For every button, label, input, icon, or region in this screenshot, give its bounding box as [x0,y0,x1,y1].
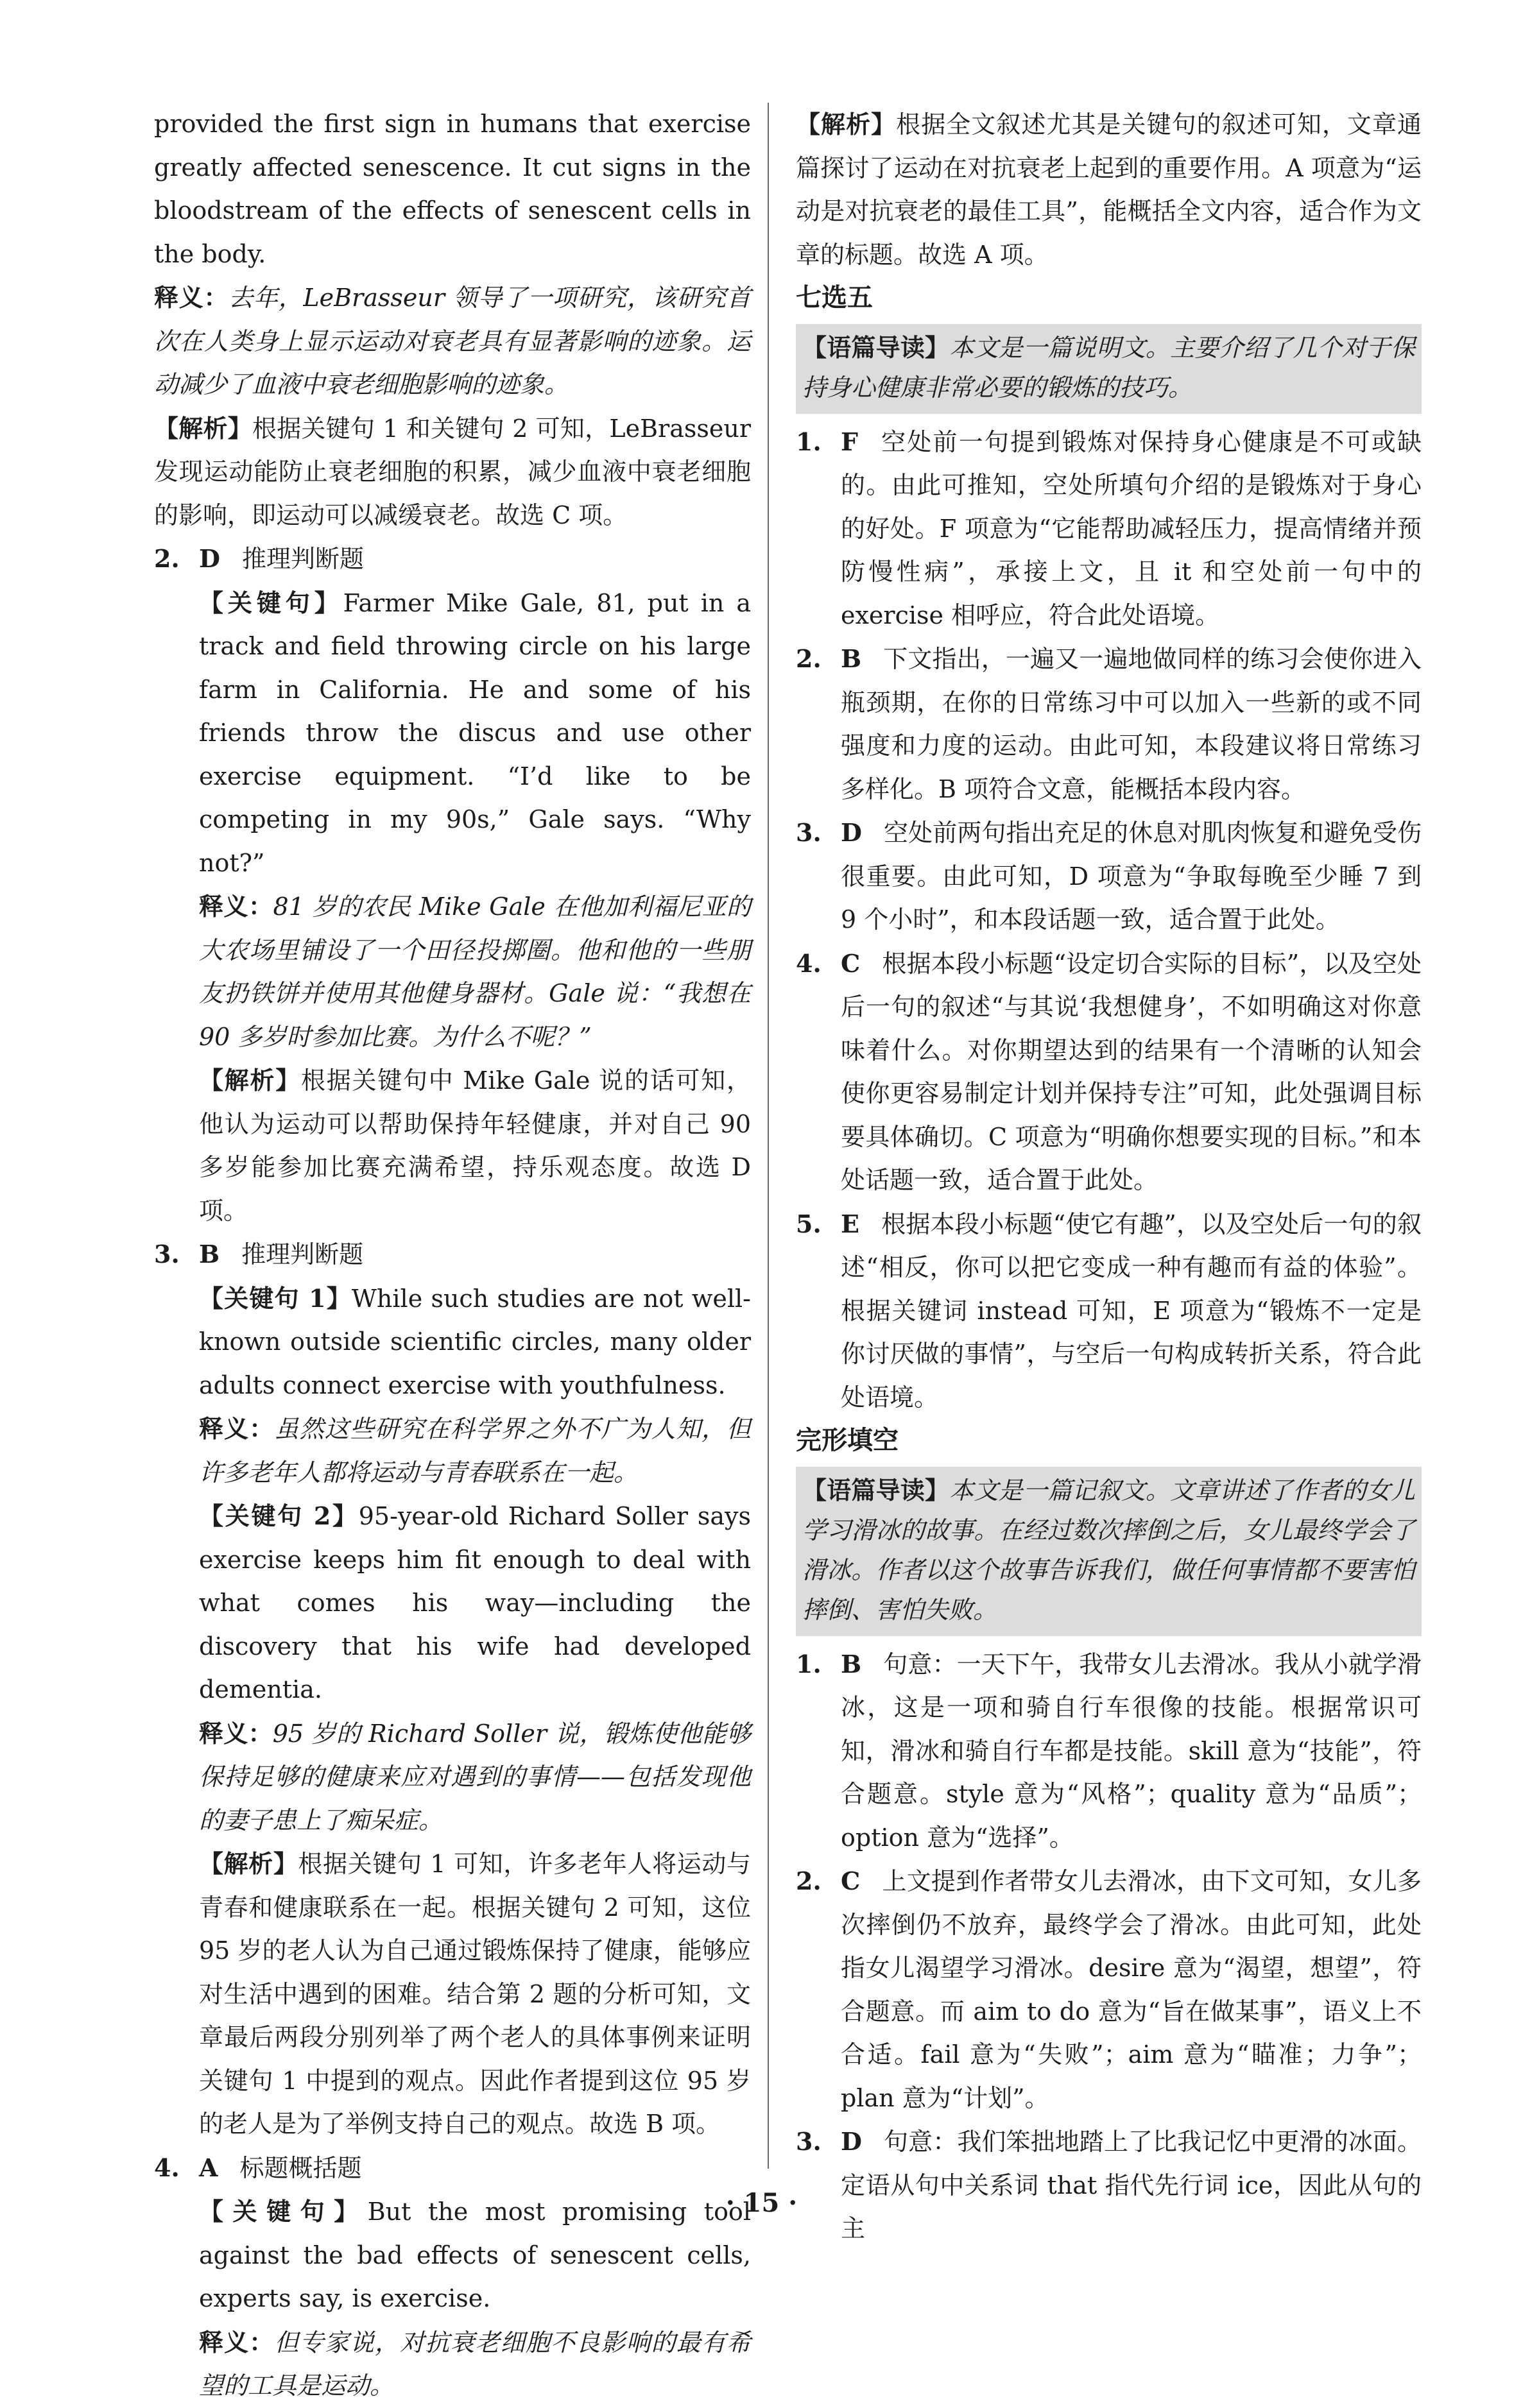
guide1-label: 【语篇导读】 [802,332,950,362]
q3-cn2: 95 岁的 Richard Soller 说，锻炼使他能够保持足够的健康来应对遇到的事情——包括发现他的妻子患上了痴呆症。 [199,1719,751,1834]
q2-key-label: 【关键句】 [199,588,343,617]
q2-cn: 81 岁的农民 Mike Gale 在他加利福尼亚的大农场里铺设了一个田径投掷圈。他和他的一些朋友扔铁饼并使用其他健身器材。Gale 说：“我想在 90 多岁时参加比赛。为什么不呢？” [199,892,751,1051]
item-text: 空处前两句指出充足的休息对肌肉恢复和避免受伤很重要。由此可知，D 项意为“争取每晚至少睡 7 到 9 个小时”，和本段话题一致，适合置于此处。 [841,819,1422,934]
item-text: 下文指出，一遍又一遍地做同样的练习会使你进入瓶颈期，在你的日常练习中可以加入一些新的或不同强度和力度的运动。由此可知，本段建议将日常练习多样化。B 项符合文意，能概括本段内容。 [841,645,1422,803]
q2-analysis: 根据关键句中 Mike Gale 说的话可知，他认为运动可以帮助保持年轻健康，并对自己 90 多岁能参加比赛充满希望，持乐观态度。故选 D 项。 [199,1066,751,1225]
s2-item-2 [796,1859,1422,2120]
item-number: 2. [796,1866,822,1895]
q4-key-label: 【关键句】 [199,2197,368,2226]
intro-cn: 去年，LeBrasseur 领导了一项研究，该研究首次在人类身上显示运动对衰老具有显著影响的迹象。运动减少了血液中衰老细胞影响的迹象。 [154,284,751,398]
intro-cn-label: 释义： [154,283,229,312]
item-answer: F [841,427,858,456]
s2-item-1 [796,1643,1422,1860]
s1-item-5 [796,1202,1422,1420]
q3-heading [154,1233,751,1277]
item-text: 根据本段小标题“设定切合实际的目标”，以及空处后一句的叙述“与其说‘我想健身’，不如明确这对你意味着什么。对你期望达到的结果有一个清晰的认知会使你更容易制定计划并保持专注”可知，此处强调目标要具体确切。C 项意为“明确你想要实现的目标。”和本处话题一致，适合置于此处。 [841,949,1422,1194]
q2-cn-label: 释义： [199,892,273,921]
q3-key2: 95-year-old Richard Soller says exercise keeps him fit enough to deal with what comes his way—including the discovery that his wife had developed dementia. [199,1502,751,1704]
s1-item-4 [796,942,1422,1202]
q3-cn1-label: 释义： [199,1414,275,1443]
q4-cn: 但专家说，对抗衰老细胞不良影响的最有希望的工具是运动。 [199,2328,751,2400]
item-number: 3. [796,818,822,847]
q2-number: 2. [154,544,180,573]
item-answer: B [841,644,862,673]
q4-type: 标题概括题 [239,2153,362,2182]
q4-cn-label: 释义： [199,2327,275,2357]
item-text: 空处前一句提到锻炼对保持身心健康是不可或缺的。由此可推知，空处所填句介绍的是锻炼对于身心的好处。F 项意为“它能帮助减轻压力，提高情绪并预防慢性病”，承接上文，且 it 和空处前一句中的 exercise 相呼应，符合此处语境。 [841,427,1422,629]
q4-heading [154,2146,751,2190]
section-heading-cloze: 完形填空 [796,1426,899,1455]
section-heading-seven-choose-five: 七选五 [796,283,873,312]
item-answer: B [841,1649,862,1678]
item-answer: E [841,1209,859,1238]
q3-type: 推理判断题 [241,1240,364,1268]
q2-analysis-label: 【解析】 [199,1066,302,1095]
q3-analysis: 根据关键句 1 可知，许多老年人将运动与青春和健康联系在一起。根据关键句 2 可知，这位 95 岁的老人认为自己通过锻炼保持了健康，能够应对生活中遇到的困难。结合第 2 题的分析可知，文章最后两段分别列举了两个老人的具体事例来证明关键句 1 中提到的观点。因此作者提到这位 95 岁的老人是为了举例支持自己的观点。故选 B 项。 [199,1850,751,2138]
column-divider [768,103,769,2169]
q2-body [154,581,751,1233]
page-number: · 15 · [725,2188,798,2218]
q4-analysis: 根据全文叙述尤其是关键句的叙述可知，文章通篇探讨了运动在对抗衰老上起到的重要作用。A 项意为“运动是对抗衰老的最佳工具”，能概括全文内容，适合作为文章的标题。故选 A 项。 [796,110,1422,269]
item-number: 5. [796,1209,822,1238]
seven-choose-five-list [796,420,1422,1420]
q4-answer: A [199,2153,218,2182]
q2-type: 推理判断题 [241,545,364,573]
q2-heading [154,537,751,581]
item-answer: C [841,1866,861,1895]
intro-analysis: 根据关键句 1 和关键句 2 可知，LeBrasseur 发现运动能防止衰老细胞的积累，减少血液中衰老细胞的影响，即运动可以减缓衰老。故选 C 项。 [154,414,751,529]
guide2-text: 本文是一篇记叙文。文章讲述了作者的女儿学习滑冰的故事。在经过数次摔倒之后，女儿最终学会了滑冰。作者以这个故事告诉我们，做任何事情都不要害怕摔倒、害怕失败。 [802,1476,1415,1624]
item-number: 2. [796,644,822,673]
item-text: 句意：一天下午，我带女儿去滑冰。我从小就学滑冰，这是一项和骑自行车很像的技能。根据常识可知，滑冰和骑自行车都是技能。skill 意为“技能”，符合题意。style 意为“风格”；quality 意为“品质”；option 意为“选择”。 [841,1650,1422,1852]
q2-answer: D [199,544,220,573]
q3-cn1: 虽然这些研究在科学界之外不广为人知，但许多老年人都将运动与青春联系在一起。 [199,1415,751,1487]
q3-body [154,1277,751,2146]
item-text: 根据本段小标题“使它有趣”，以及空处后一句的叙述“相反，你可以把它变成一种有趣而有益的体验”。根据关键词 instead 可知，E 项意为“锻炼不一定是你讨厌做的事情”，与空后一句构成转折关系，符合此处语境。 [841,1209,1422,1412]
q2-key: Farmer Mike Gale, 81, put in a track and field throwing circle on his large farm in California. He and some of his friends throw the discus and use other exercise equipment. “I’d like to be competing in my 90s,” Gale says. “Why not?” [199,588,751,877]
q3-answer: B [199,1240,220,1268]
s1-item-1 [796,420,1422,638]
guide1-text: 本文是一篇说明文。主要介绍了几个对于保持身心健康非常必要的锻炼的技巧。 [802,333,1415,402]
intro-english: provided the first sign in humans that exercise greatly affected senescence. It cut signs in the bloodstream of the effects of senescent cells in the body. [154,110,751,268]
item-answer: D [841,818,862,847]
q3-key1-label: 【关键句 1】 [199,1283,352,1313]
item-number: 1. [796,427,822,456]
q4-key: But the most promising tool against the bad effects of senescent cells, experts say, is exercise. [199,2198,751,2312]
q3-number: 3. [154,1240,180,1268]
cloze-list [796,1643,1422,2251]
intro-analysis-label: 【解析】 [154,413,252,443]
item-answer: D [841,2127,862,2156]
reading-guide-2 [796,1467,1422,1636]
q3-analysis-label: 【解析】 [199,1849,298,1878]
s2-item-3 [796,2120,1422,2251]
item-number: 4. [796,948,822,978]
left-column [154,103,751,2408]
q4-analysis-label: 【解析】 [796,110,897,139]
item-text: 上文提到作者带女儿去滑冰，由下文可知，女儿多次摔倒仍不放弃，最终学会了滑冰。由此可知，此处指女儿渴望学习滑冰。desire 意为“渴望，想望”，符合题意。而 aim to do 意为“旨在做某事”，语义上不合适。fail 意为“失败”；aim 意为“瞄准；力争”；plan 意为“计划”。 [841,1867,1422,2112]
item-number: 1. [796,1649,822,1678]
q4-number: 4. [154,2153,180,2182]
guide2-label: 【语篇导读】 [802,1475,950,1505]
q4-body [154,2190,751,2408]
item-number: 3. [796,2127,822,2156]
q3-key1: While such studies are not well-known outside scientific circles, many older adults connect exercise with youthfulness. [199,1284,751,1399]
reading-guide-1 [796,324,1422,414]
item-text: 句意：我们笨拙地踏上了比我记忆中更滑的冰面。定语从句中关系词 that 指代先行词 ice，因此从句的主 [841,2128,1422,2242]
s1-item-3 [796,811,1422,942]
right-column [796,103,1422,2251]
q3-key2-label: 【关键句 2】 [199,1501,359,1530]
s1-item-2 [796,637,1422,811]
item-answer: C [841,948,861,978]
q3-cn2-label: 释义： [199,1718,273,1748]
